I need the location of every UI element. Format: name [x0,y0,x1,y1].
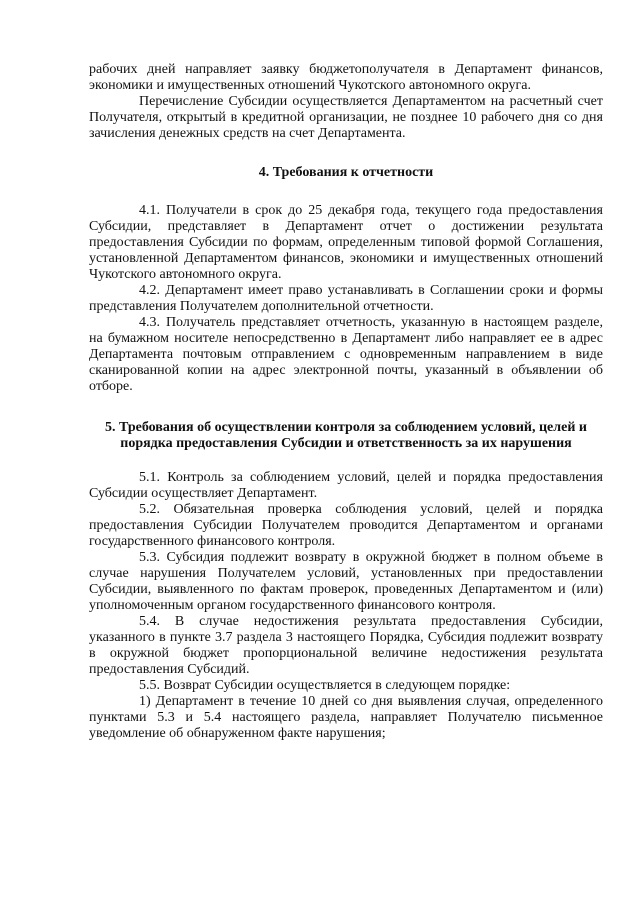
paragraph-5-1: 5.1. Контроль за соблюдением условий, целей и порядка предоставления Субсидии осуществляет Департамент. [89,470,603,501]
intro-paragraph-1: рабочих дней направляет заявку бюджетополучателя в Департамент финансов, экономики и имущественных отношений Чукотского автономного округа. [89,62,603,93]
section-4-body [89,203,603,395]
document-body [89,62,603,742]
paragraph-5-4: 5.4. В случае недостижения результата предоставления Субсидии, указанного в пункте 3.7 раздела 3 настоящего Порядка, Субсидия подлежит возврату в окружной бюджет пропорциональной величине недостижения результата предоставления Субсидий. [89,614,603,677]
paragraph-4-3: 4.3. Получатель представляет отчетность, указанную в настоящем разделе, на бумажном носителе непосредственно в Департамент либо направляет ее в адрес Департамента почтовым отправлением с одновременным направлением в виде сканированной копии на адрес электронной почты, указанный в объявлении об отборе. [89,315,603,394]
section-5-body [89,470,603,742]
section-4-heading: 4. Требования к отчетности [258,165,434,180]
paragraph-4-1: 4.1. Получатели в срок до 25 декабря года, текущего года предоставления Субсидии, представляет в Департамент отчет о достижении результата предоставления Субсидии по формам, определенным типовой формой Соглашения, установленной Департаментом финансов, экономики и имущественных отношений Чукотского автономного округа. [89,203,603,282]
paragraph-5-2: 5.2. Обязательная проверка соблюдения условий, целей и порядка предоставления Субсидии Получателем проводится Департаментом и органами государственного финансового контроля. [89,502,603,549]
intro-paragraph-2: Перечисление Субсидии осуществляется Департаментом на расчетный счет Получателя, открытый в кредитной организации, не позднее 10 рабочего дня со дня зачисления денежных средств на счет Департамента. [89,94,603,141]
paragraph-5-5: 5.5. Возврат Субсидии осуществляется в следующем порядке: [139,678,511,693]
paragraph-5-3: 5.3. Субсидия подлежит возврату в окружной бюджет в полном объеме в случае нарушения Получателем условий, установленных при предоставлении Субсидии, выявленного по фактам проверок, проведенных Департаментом и (или) уполномоченным органом государственного финансового контроля. [89,550,603,613]
paragraph-5-5-item-1: 1) Департамент в течение 10 дней со дня выявления случая, определенного пунктами 5.3 и 5.4 настоящего раздела, направляет Получателю письменное уведомление об обнаруженном факте нарушения; [89,694,603,741]
section-5-heading: 5. Требования об осуществлении контроля за соблюдением условий, целей и порядка предоставления Субсидии и ответственность за их нарушения [105,420,587,451]
paragraph-4-2: 4.2. Департамент имеет право устанавливать в Соглашении сроки и формы представления Получателем дополнительной отчетности. [89,283,603,314]
